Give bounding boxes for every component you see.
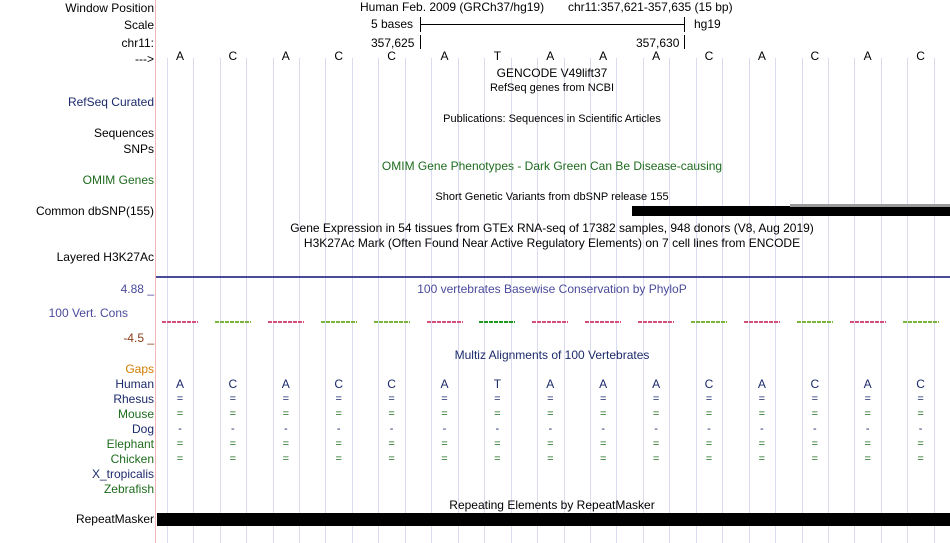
conservation-segment — [374, 321, 410, 323]
omim-track-title[interactable]: OMIM Gene Phenotypes - Dark Green Can Be Disease-causing — [381, 159, 723, 173]
base-letter: T — [493, 49, 502, 63]
refseq-track-subtitle[interactable]: RefSeq genes from NCBI — [489, 82, 615, 94]
alignment-symbol: - — [707, 423, 711, 435]
alignment-symbol: = — [864, 393, 871, 405]
alignment-symbol: = — [599, 438, 607, 450]
alignment-symbol: = — [176, 408, 184, 420]
base-letter: A — [863, 49, 872, 63]
alignment-symbol: - — [283, 423, 288, 435]
alignment-symbol: = — [652, 438, 660, 450]
alignment-symbol: - — [865, 423, 870, 435]
human-base-letter: A — [546, 377, 555, 391]
dbsnp-label[interactable]: Common dbSNP(155) — [35, 204, 154, 218]
window-position-label: Window Position — [65, 1, 154, 15]
species-label-rhesus[interactable]: Rhesus — [113, 392, 154, 406]
alignment-symbol: = — [229, 453, 237, 465]
conservation-segment — [321, 321, 357, 323]
alignment-symbol: = — [494, 453, 501, 465]
alignment-symbol: = — [547, 408, 554, 420]
human-base-letter: C — [704, 377, 714, 391]
human-base-letter: C — [228, 377, 238, 391]
window-position: chr11:357,621-357,635 (15 bp) — [568, 0, 733, 14]
base-letter: A — [175, 49, 184, 63]
assembly-name: Human Feb. 2009 (GRCh37/hg19) — [360, 0, 545, 14]
base-letter: C — [810, 49, 820, 63]
alignment-symbol: - — [336, 423, 341, 435]
alignment-symbol: = — [282, 393, 290, 405]
conservation-top-line — [156, 276, 950, 278]
alignment-symbol: = — [917, 408, 924, 420]
species-label-human[interactable]: Human — [115, 377, 154, 391]
alignment-symbol: - — [760, 423, 764, 435]
human-base-letter: A — [175, 377, 184, 391]
conservation-signal — [0, 320, 950, 324]
dbsnp-variant-feature-secondary[interactable] — [790, 204, 950, 207]
alignment-symbol: = — [652, 408, 660, 420]
alignment-symbol: = — [547, 453, 554, 465]
alignment-symbol: = — [494, 408, 501, 420]
alignment-symbol: = — [864, 453, 871, 465]
alignment-symbol: = — [599, 408, 607, 420]
repeatmasker-label[interactable]: RepeatMasker — [75, 512, 154, 526]
gtex-track-title[interactable]: Gene Expression in 54 tissues from GTEx RNA-seq of 17382 samples, 948 donors (V8, Aug 2019) — [290, 221, 814, 235]
alignment-symbol: = — [547, 393, 554, 405]
alignment-symbol: = — [282, 408, 290, 420]
species-label-chicken[interactable]: Chicken — [110, 452, 154, 466]
species-label-mouse[interactable]: Mouse — [117, 407, 154, 421]
conservation-segment — [268, 321, 304, 323]
alignment-symbol: = — [758, 393, 766, 405]
human-base-letter: C — [387, 377, 396, 391]
human-base-letter: C — [334, 377, 344, 391]
human-base-letter: A — [652, 377, 661, 391]
alignment-symbol: = — [917, 453, 924, 465]
human-base-letter: C — [916, 377, 925, 391]
alignment-symbol: = — [176, 438, 184, 450]
scale-bar-left-tick — [420, 17, 421, 32]
conservation-segment — [850, 321, 886, 323]
alignment-symbol: = — [811, 393, 819, 405]
conservation-segment — [162, 321, 198, 323]
alignment-symbol: - — [495, 423, 500, 435]
alignment-symbol: - — [231, 423, 235, 435]
alignment-symbol: = — [441, 438, 448, 450]
coord-left: 357,625 — [371, 36, 415, 50]
scale-bar — [420, 24, 684, 25]
alignment-symbol: - — [812, 423, 817, 435]
conservation-track-title[interactable]: 100 vertebrates Basewise Conservation by PhyloP — [417, 282, 687, 296]
alignment-symbol: = — [282, 438, 290, 450]
alignment-symbol: - — [389, 423, 394, 435]
species-label-elephant[interactable]: Elephant — [106, 437, 154, 451]
coord-left-tick — [420, 35, 421, 49]
base-letter: C — [916, 49, 925, 63]
alignment-symbol: = — [811, 453, 819, 465]
conservation-segment — [585, 321, 621, 323]
base-sequence — [0, 49, 950, 63]
base-letter: C — [228, 49, 238, 63]
species-label-zebrafish[interactable]: Zebrafish — [103, 482, 154, 496]
conservation-segment — [638, 321, 674, 323]
dbsnp-variant-feature[interactable] — [632, 206, 950, 216]
scale-db: hg19 — [694, 17, 721, 31]
alignment-symbol: = — [335, 438, 342, 450]
alignment-symbol: = — [176, 393, 184, 405]
alignment-symbol: = — [599, 393, 607, 405]
alignment-symbol: = — [229, 438, 237, 450]
conservation-segment — [903, 321, 939, 323]
alignment-symbol: = — [494, 393, 501, 405]
refseq-curated-label[interactable]: RefSeq Curated — [67, 95, 154, 109]
base-letter: A — [281, 49, 290, 63]
conservation-label[interactable]: 100 Vert. Cons — [48, 306, 128, 320]
conservation-segment — [479, 321, 515, 323]
alignment-symbol: = — [917, 393, 924, 405]
alignment-symbol: = — [441, 408, 448, 420]
alignment-symbol: = — [229, 393, 237, 405]
base-letter: A — [652, 49, 661, 63]
direction-label: ---> — [135, 52, 154, 66]
conservation-segment — [427, 321, 463, 323]
alignment-symbol: = — [758, 408, 766, 420]
snps-label[interactable]: SNPs — [123, 142, 154, 156]
species-label-dog[interactable]: Dog — [131, 422, 154, 436]
alignment-symbol: = — [176, 453, 184, 465]
multiz-alignment-rows — [0, 377, 950, 497]
repeatmasker-track-title[interactable]: Repeating Elements by RepeatMasker — [449, 498, 655, 512]
base-letter: C — [334, 49, 344, 63]
scale-text: 5 bases — [371, 17, 414, 31]
alignment-symbol: - — [654, 423, 658, 435]
alignment-symbol: - — [601, 423, 606, 435]
gaps-label[interactable]: Gaps — [125, 362, 154, 376]
h3k27ac-track-title[interactable]: H3K27Ac Mark (Often Found Near Active Regulatory Elements) on 7 cell lines from ENCODE — [303, 236, 801, 250]
publications-track-title[interactable]: Publications: Sequences in Scientific Articles — [443, 113, 661, 125]
alignment-symbol: = — [917, 438, 924, 450]
alignment-symbol: = — [705, 393, 713, 405]
human-base-letter: C — [810, 377, 820, 391]
alignment-symbol: = — [388, 453, 395, 465]
alignment-symbol: = — [335, 453, 342, 465]
coord-right-tick — [684, 35, 685, 49]
sequences-label[interactable]: Sequences — [93, 126, 154, 140]
human-base-letter: T — [493, 377, 502, 391]
alignment-symbol: - — [548, 423, 553, 435]
base-letter: A — [599, 49, 608, 63]
alignment-symbol: = — [388, 408, 395, 420]
alignment-symbol: = — [441, 453, 448, 465]
alignment-symbol: = — [335, 408, 342, 420]
alignment-symbol: = — [652, 453, 660, 465]
alignment-symbol: = — [388, 438, 395, 450]
human-base-letter: A — [757, 377, 766, 391]
base-letter: A — [440, 49, 449, 63]
conservation-segment — [744, 321, 780, 323]
alignment-symbol: = — [282, 453, 290, 465]
omim-genes-label[interactable]: OMIM Genes — [82, 173, 154, 187]
human-base-letter: A — [281, 377, 290, 391]
alignment-symbol: = — [705, 408, 713, 420]
alignment-symbol: = — [547, 438, 554, 450]
alignment-symbol: = — [705, 438, 713, 450]
conservation-min-label: -4.5 _ — [123, 331, 154, 345]
base-letter: A — [546, 49, 555, 63]
repeatmasker-feature[interactable] — [157, 513, 950, 526]
alignment-symbol: = — [864, 438, 871, 450]
base-letter: C — [704, 49, 714, 63]
alignment-symbol: - — [178, 423, 182, 435]
alignment-symbol: - — [918, 423, 923, 435]
base-letter: A — [757, 49, 766, 63]
dbsnp-track-title[interactable]: Short Genetic Variants from dbSNP release 155 — [435, 191, 669, 203]
base-letter: C — [387, 49, 396, 63]
conservation-segment — [532, 321, 568, 323]
alignment-symbol: = — [864, 408, 871, 420]
chrom-label: chr11: — [121, 36, 154, 50]
human-base-letter: A — [599, 377, 608, 391]
conservation-segment — [215, 321, 251, 323]
conservation-segment — [797, 321, 833, 323]
alignment-symbol: = — [335, 393, 342, 405]
alignment-symbol: = — [388, 393, 395, 405]
conservation-max-label: 4.88 _ — [120, 282, 154, 296]
alignment-symbol: - — [442, 423, 447, 435]
alignment-symbol: = — [229, 408, 237, 420]
alignment-symbol: = — [705, 453, 713, 465]
alignment-symbol: = — [652, 393, 660, 405]
human-base-letter: A — [863, 377, 872, 391]
alignment-symbol: = — [494, 438, 501, 450]
alignment-symbol: = — [811, 408, 819, 420]
alignment-symbol: = — [441, 393, 448, 405]
alignment-symbol: = — [758, 453, 766, 465]
coord-right: 357,630 — [636, 36, 680, 50]
alignment-symbol: = — [599, 453, 607, 465]
alignment-symbol: = — [811, 438, 819, 450]
gencode-track-title[interactable]: GENCODE V49lift37 — [496, 66, 608, 80]
conservation-segment — [691, 321, 727, 323]
multiz-track-title[interactable]: Multiz Alignments of 100 Vertebrates — [454, 348, 650, 362]
h3k27ac-label[interactable]: Layered H3K27Ac — [56, 250, 154, 264]
alignment-symbol: = — [758, 438, 766, 450]
human-base-letter: A — [440, 377, 449, 391]
scale-bar-right-tick — [684, 17, 685, 32]
scale-label: Scale — [123, 18, 154, 32]
species-label-x_tropicalis[interactable]: X_tropicalis — [91, 467, 154, 481]
